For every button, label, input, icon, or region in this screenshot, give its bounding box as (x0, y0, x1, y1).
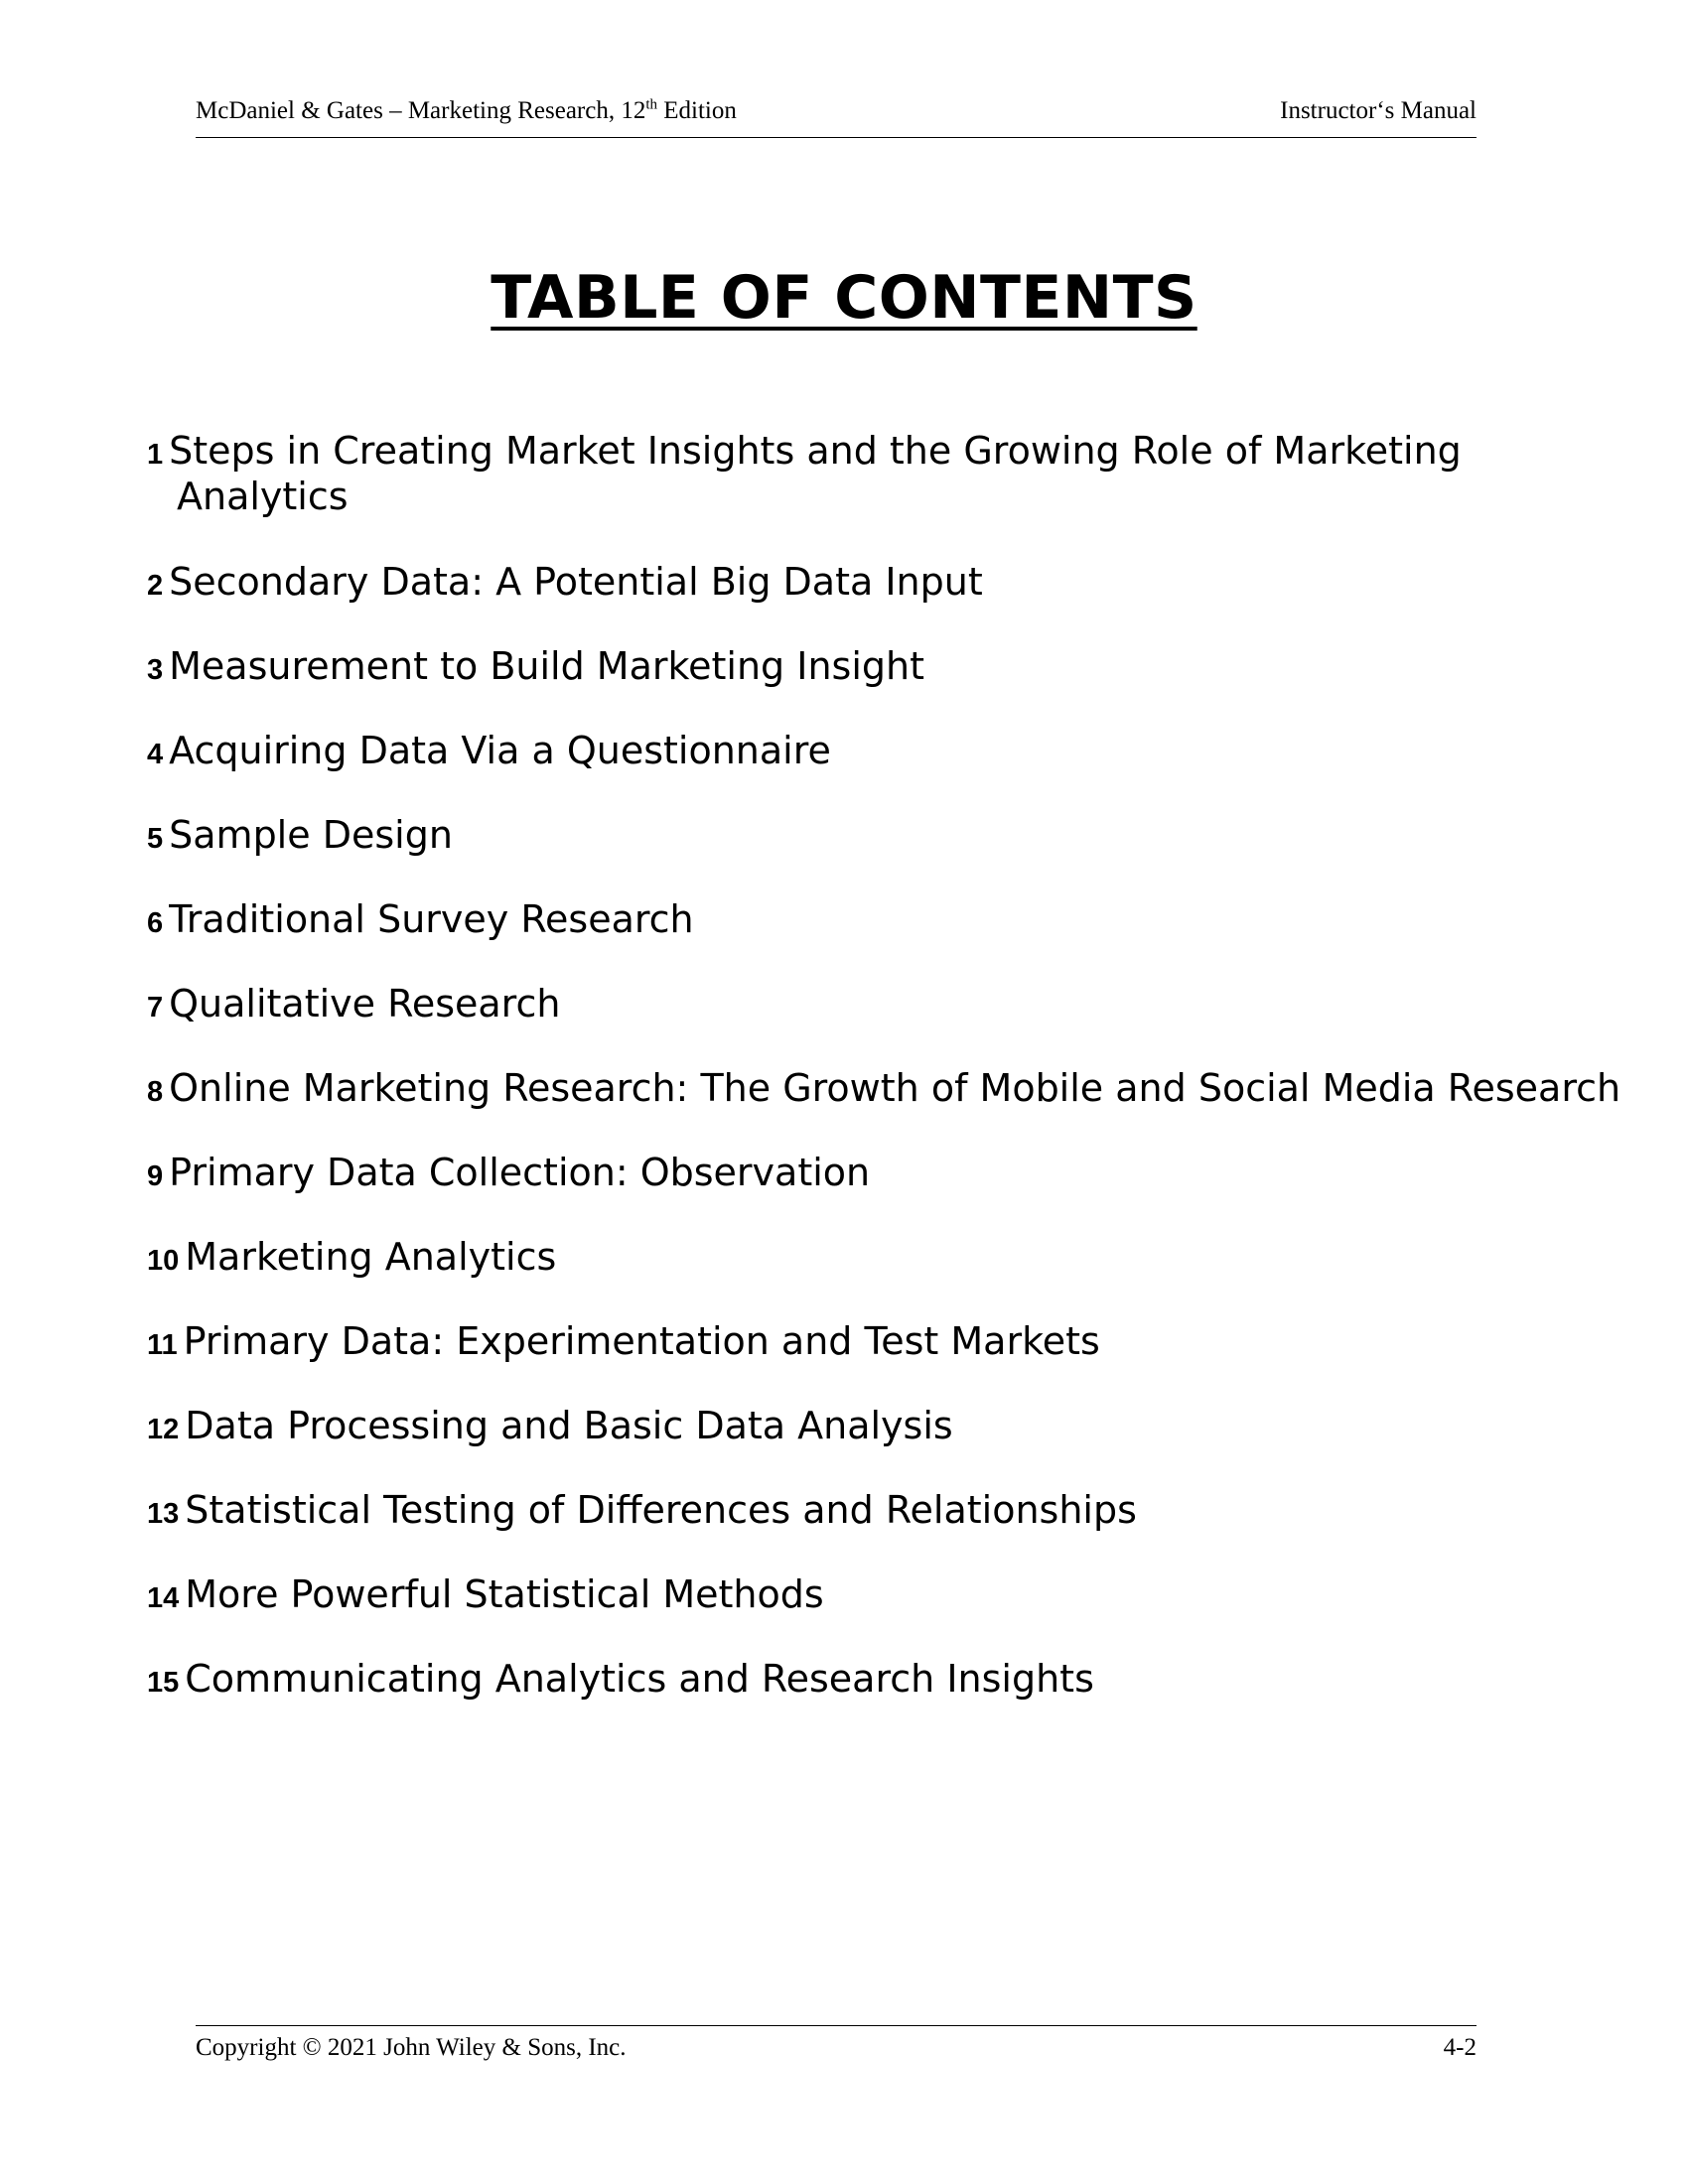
toc-entry-number: 4 (147, 739, 164, 770)
toc-entry-title-continued: Analytics (177, 475, 349, 518)
footer-copyright: Copyright © 2021 John Wiley & Sons, Inc. (196, 2034, 627, 2061)
toc-entry-number: 7 (147, 992, 164, 1024)
toc-entry-number: 15 (147, 1667, 180, 1699)
toc-entry-title: Data Processing and Basic Data Analysis (185, 1404, 953, 1447)
toc-entry[interactable] (147, 644, 1686, 729)
header-manual-label: Instructor‘s Manual (1280, 97, 1477, 124)
header-edition-superscript: th (645, 96, 658, 113)
toc-entry-number: 11 (147, 1329, 178, 1361)
toc-entry-title: More Powerful Statistical Methods (185, 1572, 824, 1616)
toc-entry-title: Sample Design (169, 813, 453, 857)
toc-entry-title: Primary Data: Experimentation and Test Markets (183, 1319, 1100, 1363)
toc-list (147, 429, 1686, 1741)
page-title-text: TABLE OF CONTENTS (491, 263, 1197, 333)
toc-entry-title: Primary Data Collection: Observation (169, 1151, 871, 1194)
toc-entry-number: 1 (147, 439, 164, 471)
toc-entry-title: Secondary Data: A Potential Big Data Input (169, 560, 983, 604)
toc-entry-number: 9 (147, 1160, 164, 1192)
toc-entry[interactable] (147, 1657, 1686, 1741)
toc-entry[interactable] (147, 982, 1686, 1066)
toc-entry[interactable] (147, 1319, 1686, 1404)
toc-entry[interactable] (147, 1066, 1686, 1151)
toc-entry-number: 5 (147, 823, 164, 855)
toc-entry[interactable] (147, 813, 1686, 897)
toc-entry[interactable] (147, 897, 1686, 982)
toc-entry-number: 2 (147, 570, 164, 602)
toc-entry-title: Qualitative Research (169, 982, 561, 1025)
toc-entry-title: Measurement to Build Marketing Insight (169, 644, 925, 688)
toc-entry[interactable] (147, 560, 1686, 644)
toc-entry-title: Steps in Creating Market Insights and the Growing Role of Marketing (169, 429, 1462, 473)
page-header (196, 97, 1477, 138)
toc-entry-number: 13 (147, 1498, 180, 1530)
header-book-title-tail: Edition (657, 97, 737, 124)
toc-entry[interactable] (147, 429, 1686, 560)
toc-entry-number: 8 (147, 1076, 164, 1108)
toc-entry-number: 10 (147, 1245, 180, 1277)
header-book-title-main: McDaniel & Gates – Marketing Research, 12 (196, 97, 646, 124)
footer-page-number: 4-2 (1443, 2034, 1477, 2061)
toc-entry[interactable] (147, 1151, 1686, 1235)
toc-entry-title: Online Marketing Research: The Growth of Mobile and Social Media Research (169, 1066, 1621, 1110)
toc-entry-number: 6 (147, 907, 164, 939)
toc-entry[interactable] (147, 729, 1686, 813)
toc-entry-number: 12 (147, 1414, 180, 1445)
page-footer (196, 2025, 1477, 2061)
toc-entry-number: 14 (147, 1582, 180, 1614)
toc-entry[interactable] (147, 1404, 1686, 1488)
toc-entry[interactable] (147, 1488, 1686, 1572)
toc-entry-title: Acquiring Data Via a Questionnaire (169, 729, 831, 772)
toc-entry-title: Traditional Survey Research (169, 897, 694, 941)
toc-entry-title: Communicating Analytics and Research Insights (185, 1657, 1094, 1701)
header-book-title (196, 97, 737, 125)
toc-entry-title: Statistical Testing of Differences and Relationships (185, 1488, 1137, 1532)
page-title (0, 263, 1688, 333)
toc-entry[interactable] (147, 1235, 1686, 1319)
toc-entry-title: Marketing Analytics (185, 1235, 557, 1279)
toc-entry-number: 3 (147, 654, 164, 686)
toc-entry[interactable] (147, 1572, 1686, 1657)
